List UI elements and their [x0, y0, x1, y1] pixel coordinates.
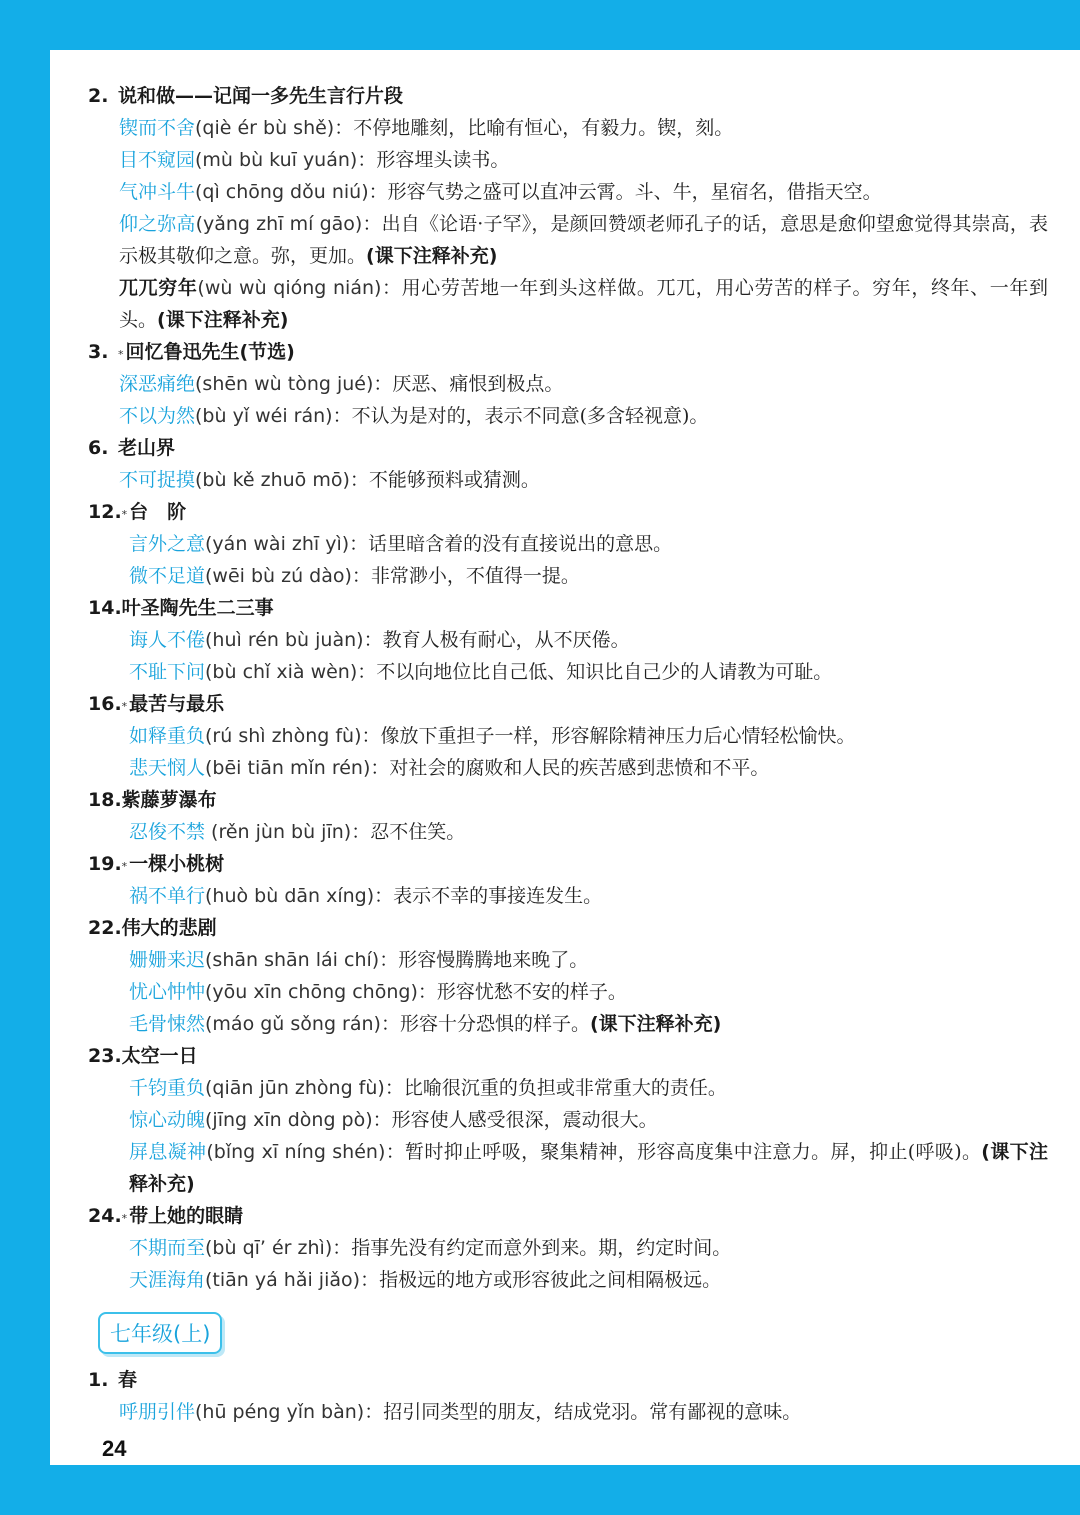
lesson-title: 最苦与最乐: [129, 693, 225, 715]
vocab-pinyin: (shēn wù tòng jué): [195, 373, 374, 395]
vocab-definition: ：教育人极有耐心，从不厌倦。: [363, 629, 630, 651]
vocab-term: 祸不单行: [129, 885, 206, 907]
lesson-title: 太空一日: [121, 1045, 198, 1067]
vocab-definition: ：非常渺小，不值得一提。: [351, 565, 580, 587]
vocab-term: 千钧重负: [129, 1077, 206, 1099]
vocab-term: 诲人不倦: [129, 629, 206, 651]
lesson-heading: [88, 848, 1048, 880]
vocab-term: 锲而不舍: [119, 117, 196, 139]
vocab-pinyin: (huì rén bù juàn): [205, 629, 364, 651]
lesson-title: 一棵小桃树: [129, 853, 225, 875]
vocab-definition: ：不认为是对的，表示不同意(多含轻视意)。: [332, 405, 709, 427]
vocab-definition: ：指事先没有约定而意外到来。期，约定时间。: [332, 1237, 732, 1259]
page-sheet: [50, 50, 1080, 1465]
lesson-title: 叶圣陶先生二三事: [121, 597, 274, 619]
lesson-number: 22.: [88, 917, 122, 939]
lesson-number: 2.: [88, 85, 109, 107]
lesson-heading: [88, 912, 1048, 944]
vocab-pinyin: (yǎng zhī mí gāo): [195, 213, 363, 235]
lesson-number: 23.: [88, 1045, 122, 1067]
vocab-definition: ：用心劳苦地一年到头这样做。兀兀，用心劳苦的样子。穷年，终年、一年到头。: [119, 277, 1048, 331]
vocab-term: 天涯海角: [129, 1269, 206, 1291]
annotation-note: (课下注释补充): [589, 1013, 722, 1035]
vocab-entry: [88, 400, 1048, 432]
vocab-pinyin: (bù kě zhuō mō): [195, 469, 350, 491]
sections-list-2: [88, 1364, 1048, 1428]
vocab-term: 忧心忡忡: [129, 981, 206, 1003]
sections-list: [88, 80, 1048, 1296]
lesson-number: 1.: [88, 1369, 109, 1391]
vocab-pinyin: (shān shān lái chí): [205, 949, 380, 971]
vocab-pinyin: (huò bù dān xíng): [205, 885, 375, 907]
lesson-number: 18.: [88, 789, 122, 811]
lesson-title: 说和做——记闻一多先生言行片段: [118, 85, 404, 107]
lesson-heading: [88, 592, 1048, 624]
vocab-term: 屏息凝神: [129, 1141, 207, 1163]
vocab-term: 忍俊不禁: [129, 821, 206, 843]
vocab-term: 惊心动魄: [129, 1109, 206, 1131]
lesson-title: 伟大的悲剧: [121, 917, 217, 939]
vocab-definition: ：形容忧愁不安的样子。: [417, 981, 627, 1003]
vocab-pinyin: (bǐng xī níng shén): [206, 1141, 386, 1163]
vocab-term: 目不窥园: [119, 149, 196, 171]
vocab-definition: ：忍不住笑。: [351, 821, 466, 843]
lesson-title: 老山界: [118, 437, 176, 459]
vocab-entry: [88, 176, 1048, 208]
lesson-title: 带上她的眼睛: [129, 1205, 244, 1227]
vocab-definition: ：形容慢腾腾地来晚了。: [379, 949, 589, 971]
vocab-entry: [88, 112, 1048, 144]
vocab-term: 姗姗来迟: [129, 949, 206, 971]
lesson-star-mark: *: [118, 348, 124, 361]
lesson-heading: [88, 688, 1048, 720]
lesson-star-mark: *: [121, 700, 128, 713]
vocab-term: 深恶痛绝: [119, 373, 196, 395]
lesson-number: 12.: [88, 501, 122, 523]
vocab-pinyin: (qiān jūn zhòng fù): [205, 1077, 385, 1099]
vocab-entry: [88, 368, 1048, 400]
annotation-note: (课下注释补充): [129, 1141, 1048, 1195]
vocab-definition: ：形容埋头读书。: [357, 149, 510, 171]
vocab-entry: [88, 144, 1048, 176]
vocab-pinyin: (jīng xīn dòng pò): [205, 1109, 373, 1131]
vocab-entry: [88, 272, 1048, 336]
page-number: 24: [102, 1436, 127, 1461]
vocab-entry: [88, 656, 1048, 688]
vocab-definition: ：形容气势之盛可以直冲云霄。斗、牛，星宿名，借指天空。: [368, 181, 882, 203]
vocab-term: 毛骨悚然: [129, 1013, 206, 1035]
vocab-pinyin: (qiè ér bù shě): [195, 117, 335, 139]
vocab-entry: [88, 560, 1048, 592]
lesson-star-mark: *: [121, 860, 128, 873]
vocab-pinyin: (rěn jùn bù jīn): [205, 821, 352, 843]
lesson-number: 3.: [88, 341, 109, 363]
vocab-pinyin: (yōu xīn chōng chōng): [205, 981, 418, 1003]
vocab-pinyin: (qì chōng dǒu niú): [195, 181, 369, 203]
vocab-definition: ：像放下重担子一样，形容解除精神压力后心情轻松愉快。: [361, 725, 856, 747]
vocab-entry: [88, 944, 1048, 976]
lesson-heading: [88, 1364, 1048, 1396]
vocab-definition: ：招引同类型的朋友，结成党羽。常有鄙视的意味。: [364, 1401, 802, 1423]
lesson-number: 16.: [88, 693, 122, 715]
vocab-entry: [88, 1008, 1048, 1040]
vocab-pinyin: (mù bù kuī yuán): [195, 149, 358, 171]
lesson-heading: [88, 1040, 1048, 1072]
vocab-definition: ：不以向地位比自己低、知识比自己少的人请教为可耻。: [357, 661, 833, 683]
vocab-entry: [88, 1396, 1048, 1428]
vocab-pinyin: (yán wài zhī yì): [205, 533, 350, 555]
vocab-definition: ：形容十分恐惧的样子。: [380, 1013, 590, 1035]
vocab-entry: [88, 208, 1048, 272]
vocab-entry: [88, 720, 1048, 752]
vocab-term: 仰之弥高: [119, 213, 196, 235]
vocab-entry: [88, 816, 1048, 848]
vocab-term: 言外之意: [129, 533, 206, 555]
vocab-pinyin: (rú shì zhòng fù): [205, 725, 362, 747]
vocab-pinyin: (máo gǔ sǒng rán): [205, 1013, 381, 1035]
lesson-heading: [88, 432, 1048, 464]
vocab-entry: [88, 1072, 1048, 1104]
vocab-term: 气冲斗牛: [119, 181, 196, 203]
vocab-pinyin: (bù yǐ wéi rán): [195, 405, 333, 427]
grade-badge: 七年级(上): [98, 1312, 222, 1354]
lesson-heading: [88, 336, 1048, 368]
vocab-definition: ：厌恶、痛恨到极点。: [373, 373, 564, 395]
vocab-term: 不以为然: [119, 405, 196, 427]
vocab-definition: ：表示不幸的事接连发生。: [374, 885, 603, 907]
vocab-entry: [88, 976, 1048, 1008]
lesson-heading: [88, 496, 1048, 528]
vocab-content: [88, 80, 1048, 1428]
vocab-entry: [88, 1104, 1048, 1136]
lesson-number: 6.: [88, 437, 109, 459]
vocab-pinyin: (bù chǐ xià wèn): [205, 661, 358, 683]
lesson-star-mark: *: [121, 1212, 128, 1225]
lesson-heading: [88, 1200, 1048, 1232]
lesson-title: 回忆鲁迅先生(节选): [125, 341, 295, 363]
vocab-entry: [88, 624, 1048, 656]
vocab-pinyin: (bù qī’ ér zhì): [205, 1237, 333, 1259]
vocab-pinyin: (tiān yá hǎi jiǎo): [205, 1269, 361, 1291]
vocab-term: 兀兀穷年: [119, 277, 198, 299]
vocab-entry: [88, 1264, 1048, 1296]
lesson-star-mark: *: [121, 508, 128, 521]
annotation-note: (课下注释补充): [157, 309, 289, 331]
lesson-number: 19.: [88, 853, 122, 875]
vocab-term: 如释重负: [129, 725, 206, 747]
vocab-definition: ：不能够预料或猜测。: [349, 469, 540, 491]
vocab-term: 不可捉摸: [119, 469, 196, 491]
vocab-term: 微不足道: [129, 565, 206, 587]
lesson-heading: [88, 80, 1048, 112]
vocab-term: 呼朋引伴: [119, 1401, 196, 1423]
vocab-definition: ：对社会的腐败和人民的疾苦感到悲愤和不平。: [370, 757, 770, 779]
vocab-pinyin: (bēi tiān mǐn rén): [205, 757, 371, 779]
vocab-definition: ：比喻很沉重的负担或非常重大的责任。: [384, 1077, 727, 1099]
vocab-definition: ：指极远的地方或形容彼此之间相隔极远。: [360, 1269, 722, 1291]
vocab-pinyin: (hū péng yǐn bàn): [195, 1401, 365, 1423]
lesson-title: 春: [118, 1369, 138, 1391]
vocab-entry: [88, 880, 1048, 912]
annotation-note: (课下注释补充): [366, 245, 498, 267]
vocab-entry: [88, 528, 1048, 560]
lesson-heading: [88, 784, 1048, 816]
lesson-title: 台 阶: [129, 501, 187, 523]
vocab-definition: ：不停地雕刻，比喻有恒心，有毅力。锲，刻。: [334, 117, 734, 139]
vocab-definition: ：形容使人感受很深，震动很大。: [372, 1109, 658, 1131]
lesson-number: 24.: [88, 1205, 122, 1227]
vocab-definition: ：暂时抑止呼吸，聚集精神，形容高度集中注意力。屏，抑止(呼吸)。: [385, 1141, 982, 1163]
vocab-entry: [88, 1136, 1048, 1200]
lesson-number: 14.: [88, 597, 122, 619]
lesson-title: 紫藤萝瀑布: [121, 789, 217, 811]
vocab-entry: [88, 752, 1048, 784]
vocab-pinyin: (wēi bù zú dào): [205, 565, 352, 587]
vocab-term: 不期而至: [129, 1237, 206, 1259]
vocab-pinyin: (wù wù qióng nián): [197, 277, 382, 299]
vocab-entry: [88, 464, 1048, 496]
vocab-entry: [88, 1232, 1048, 1264]
vocab-term: 不耻下问: [129, 661, 206, 683]
vocab-definition: ：出自《论语·子罕》，是颜回赞颂老师孔子的话，意思是愈仰望愈觉得其崇高，表示极其敬仰之意。弥，更加。: [119, 213, 1048, 267]
vocab-term: 悲天悯人: [129, 757, 206, 779]
vocab-definition: ：话里暗含着的没有直接说出的意思。: [349, 533, 673, 555]
